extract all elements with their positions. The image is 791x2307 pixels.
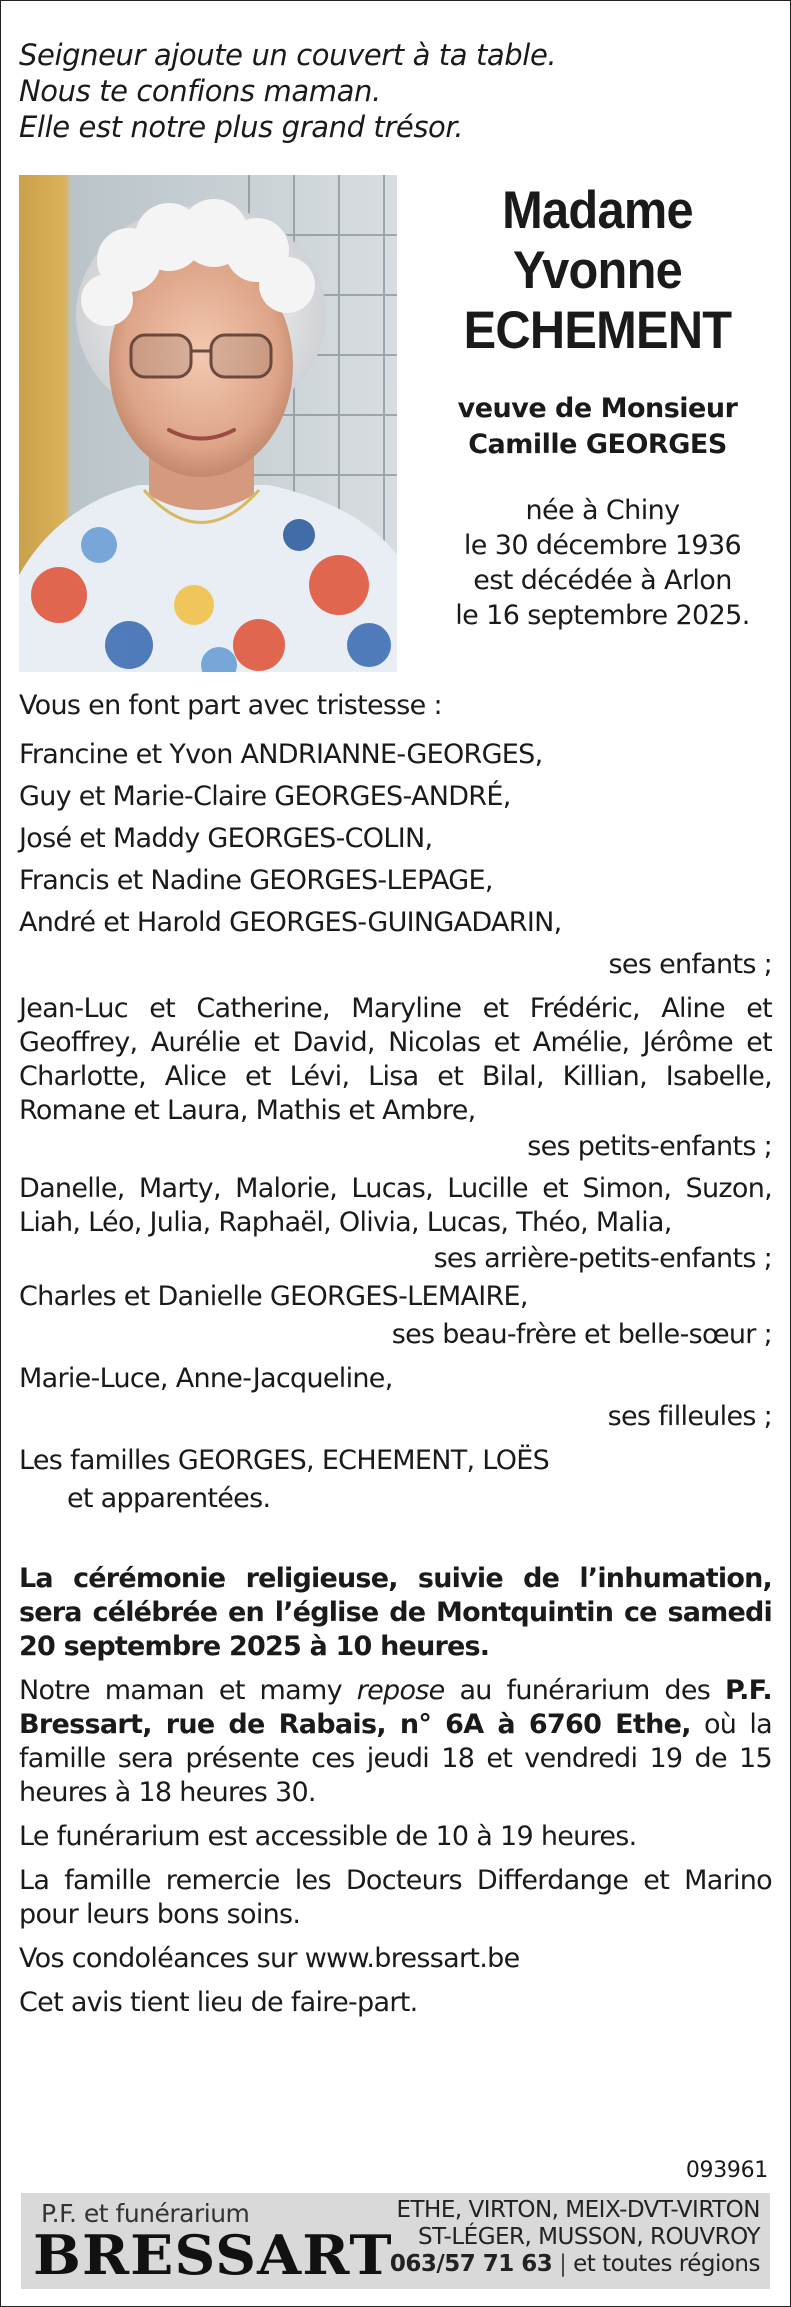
ceremony-details: La cérémonie religieuse, suivie de l’inhumation, sera célébrée en l’église de Montquintin ce samedi 20 septembre 2025 à 10 heures. xyxy=(19,1563,772,1662)
relation-label: ses beau-frère et belle-sœur ; xyxy=(391,1319,772,1350)
list-item: Guy et Marie-Claire GEORGES-ANDRÉ, xyxy=(19,781,511,812)
birth-date: le 30 décembre 1936 xyxy=(463,530,742,561)
announcement-intro: Vous en font part avec tristesse : xyxy=(19,690,442,721)
families-list: Les familles GEORGES, ECHEMENT, LOËS xyxy=(19,1445,550,1476)
notice-content xyxy=(19,37,772,2020)
grandchildren-list: Jean-Luc et Catherine, Maryline et Frédéric, Aline et Geoffrey, Aurélie et David, Nicolas et Amélie, Jérôme et Charlotte, Alice et Lévi, Lisa et Bilal, Killian, Isabelle, Romane et Laura, Mathis et Ambre, xyxy=(19,993,772,1126)
reference-number: 093961 xyxy=(685,2158,768,2183)
brand-logo: BRESSART xyxy=(33,2223,393,2287)
birth-place: née à Chiny xyxy=(525,495,680,526)
deceased-first-name: Yvonne xyxy=(512,241,682,300)
announcement-body xyxy=(19,688,772,2020)
info-line: Le funérarium est accessible de 10 à 19 heures. xyxy=(19,1821,637,1852)
condolences-link[interactable]: Vos condoléances sur www.bressart.be xyxy=(19,1943,520,1974)
poem-line: Elle est notre plus grand trésor. xyxy=(19,110,464,144)
great-grandchildren-list: Danelle, Marty, Malorie, Lucas, Lucille et Simon, Suzon, Liah, Léo, Julia, Raphaël, Olivia, Lucas, Théo, Malia, xyxy=(19,1173,772,1238)
spouse-line: veuve de Monsieur xyxy=(457,393,738,424)
list-item: José et Maddy GEORGES-COLIN, xyxy=(19,823,433,854)
spouse-name: Camille GEORGES xyxy=(468,429,727,460)
children-list xyxy=(19,734,772,986)
poem-line: Nous te confions maman. xyxy=(19,74,381,108)
poem-line: Seigneur ajoute un couvert à ta table. xyxy=(19,38,557,72)
places-line: ST-LÉGER, MUSSON, ROUVROY xyxy=(418,2224,760,2250)
deceased-identity xyxy=(423,175,772,633)
info-line: La famille remercie les Docteurs Differdange et Marino pour leurs bons soins. xyxy=(19,1865,772,1930)
relation-label: ses arrière-petits-enfants ; xyxy=(433,1243,772,1274)
separator: | xyxy=(559,2251,567,2277)
contact-line xyxy=(390,2251,760,2278)
phone-number[interactable]: 063/57 71 63 xyxy=(389,2251,553,2277)
repose-text: Notre maman et mamy xyxy=(19,1675,357,1706)
list-item: André et Harold GEORGES-GUINGADARIN, xyxy=(19,907,562,938)
hero-section xyxy=(19,175,772,672)
list-item: Francine et Yvon ANDRIANNE-GEORGES, xyxy=(19,739,543,770)
spouse-info xyxy=(423,391,772,463)
repose-italic: repose xyxy=(356,1675,445,1706)
relation-label: ses enfants ; xyxy=(608,949,772,980)
regions-text: et toutes régions xyxy=(573,2251,760,2277)
deceased-last-name: ECHEMENT xyxy=(463,301,732,360)
repose-text: au funérarium des xyxy=(444,1675,725,1706)
list-item: Francis et Nadine GEORGES-LEPAGE, xyxy=(19,865,493,896)
footer-pf-label: P.F. et funérarium xyxy=(41,2199,250,2228)
death-date: le 16 septembre 2025. xyxy=(455,600,750,631)
repose-text: où la famille sera présente ces jeudi 18 et vendredi 19 de 15 heures à 18 heures 30. xyxy=(19,1709,772,1808)
footer-locations xyxy=(390,2197,760,2278)
life-dates xyxy=(423,493,772,633)
places-line: ETHE, VIRTON, MEIX-DVT-VIRTON xyxy=(396,2197,760,2223)
portrait-photo xyxy=(19,175,397,672)
death-place: est décédée à Arlon xyxy=(473,565,732,596)
goddaughters-list: Marie-Luce, Anne-Jacqueline, xyxy=(19,1363,393,1394)
families-suffix: et apparentées. xyxy=(67,1483,271,1514)
deceased-name xyxy=(437,181,758,361)
deceased-title: Madame xyxy=(502,181,693,240)
relation-label: ses filleules ; xyxy=(607,1401,772,1432)
relation-label: ses petits-enfants ; xyxy=(527,1131,772,1162)
inlaws-list: Charles et Danielle GEORGES-LEMAIRE, xyxy=(19,1281,528,1312)
info-line: Cet avis tient lieu de faire-part. xyxy=(19,1987,418,2018)
repose-details xyxy=(19,1674,772,1810)
funeral-home-address: P.F. Bressart, rue de Rabais, n° 6A à 6760 Ethe, xyxy=(19,1675,772,1740)
poem xyxy=(19,37,772,145)
funeral-home-footer xyxy=(21,2193,770,2289)
